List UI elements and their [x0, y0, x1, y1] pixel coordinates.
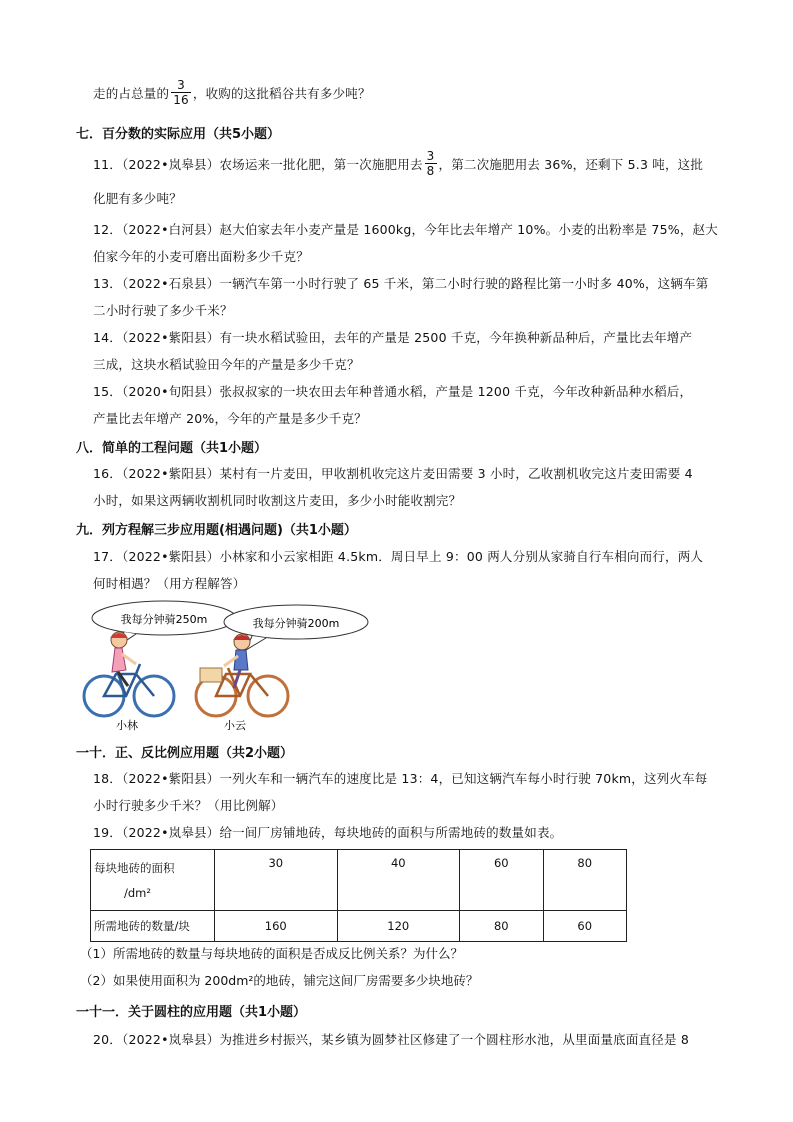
question-14: 14．（2022•紫阳县）有一块水稻试验田，去年的产量是 2500 千克，今年换种新品种后，产量比去年增产: [93, 330, 693, 345]
question-15: 15．（2020•旬阳县）张叔叔家的一块农田去年种普通水稻，产量是 1200 千克，今年改种新品种水稻后，: [93, 384, 693, 399]
question-18-line2: 小时行驶多少千米？（用比例解）: [93, 798, 284, 813]
section-10-heading: 一十．正、反比例应用题（共2小题）: [76, 746, 294, 761]
section-7-heading: 七．百分数的实际应用（共5小题）: [76, 127, 281, 142]
xiaoyun-bike-figure: [196, 634, 288, 732]
fraction: $\frac{3}{16}$: [173, 78, 189, 107]
table-cell: 80: [543, 850, 627, 911]
table-row: [91, 911, 627, 942]
question-15-line2: 产量比去年增产 20%，今年的产量是多少千克？: [93, 411, 367, 426]
table-cell: 40: [337, 850, 460, 911]
table-cell: 160: [215, 911, 338, 942]
table-cell: 60: [460, 850, 543, 911]
xiaolin-bike-figure: [84, 632, 174, 732]
question-11-line2: 化肥有多少吨？: [93, 191, 182, 206]
question-16: 16．（2022•紫阳县）某村有一片麦田，甲收割机收完这片麦田需要 3 小时，乙收割机收完这片麦田需要 4: [93, 466, 693, 481]
section-11-heading: 一十一．关于圆柱的应用题（共1小题）: [76, 1005, 307, 1020]
question-18: 18．（2022•紫阳县）一列火车和一辆汽车的速度比是 13：4，已知这辆汽车每小时行驶 70km，这列火车每: [93, 771, 708, 786]
question-16-line2: 小时，如果这两辆收割机同时收割这片麦田，多少小时能收割完？: [93, 493, 462, 508]
name-label-xiaolin: 小林: [116, 719, 138, 732]
question-19-part2: （2）如果使用面积为 200dm²的地砖，铺完这间厂房需要多少块地砖？: [80, 973, 479, 988]
table-row: [91, 850, 627, 911]
question-10-continuation: 走的占总量的 $\frac{3}{16}$ ，收购的这批稻谷共有多少吨？: [93, 78, 371, 107]
question-14-line2: 三成，这块水稻试验田今年的产量是多少千克？: [93, 357, 360, 372]
question-19: 19．（2022•岚皋县）给一间厂房铺地砖，每块地砖的面积与所需地砖的数量如表。: [93, 825, 563, 840]
question-17-line2: 何时相遇？（用方程解答）: [93, 576, 246, 591]
table-cell: 60: [543, 911, 627, 942]
question-12: 12．（2022•白河县）赵大伯家去年小麦产量是 1600kg，今年比去年增产 10%。小麦的出粉率是 75%，赵大: [93, 222, 718, 237]
fraction: $\frac{3}{8}$: [426, 149, 435, 178]
section-8-heading: 八．简单的工程问题（共1小题）: [76, 441, 268, 456]
bubble-text-xiaolin: 我每分钟骑250m: [120, 613, 208, 626]
question-13-line2: 二小时行驶了多少千米？: [93, 303, 233, 318]
section-9-heading: 九．列方程解三步应用题(相遇问题)（共1小题）: [76, 523, 357, 538]
tile-table: [90, 849, 627, 942]
table-header-cell: 每块地砖的面积 /dm²: [91, 850, 215, 911]
bubble-text-xiaoyun: 我每分钟骑200m: [252, 617, 340, 630]
question-13: 13．（2022•石泉县）一辆汽车第一小时行驶了 65 千米，第二小时行驶的路程比第一小时多 40%，这辆车第: [93, 276, 709, 291]
table-cell: 80: [460, 911, 543, 942]
question-19-part1: （1）所需地砖的数量与每块地砖的面积是否成反比例关系？为什么？: [80, 946, 463, 961]
table-cell: 30: [215, 850, 338, 911]
question-11: 11．（2022•岚皋县）农场运来一批化肥，第一次施肥用去 $\frac{3}{8}$ ，第二次施肥用去 36%，还剩下 5.3 吨，这批: [93, 149, 704, 178]
table-header-cell: 所需地砖的数量/块: [91, 911, 215, 942]
cycling-illustration: [74, 598, 374, 738]
question-20: 20．（2022•岚皋县）为推进乡村振兴，某乡镇为圆梦社区修建了一个圆柱形水池，从里面量底面直径是 8: [93, 1032, 689, 1047]
table-cell: 120: [337, 911, 460, 942]
name-label-xiaoyun: 小云: [224, 719, 246, 732]
question-12-line2: 伯家今年的小麦可磨出面粉多少千克？: [93, 249, 309, 264]
question-17: 17．（2022•紫阳县）小林家和小云家相距 4.5km．周日早上 9：00 两人分别从家骑自行车相向而行，两人: [93, 549, 704, 564]
